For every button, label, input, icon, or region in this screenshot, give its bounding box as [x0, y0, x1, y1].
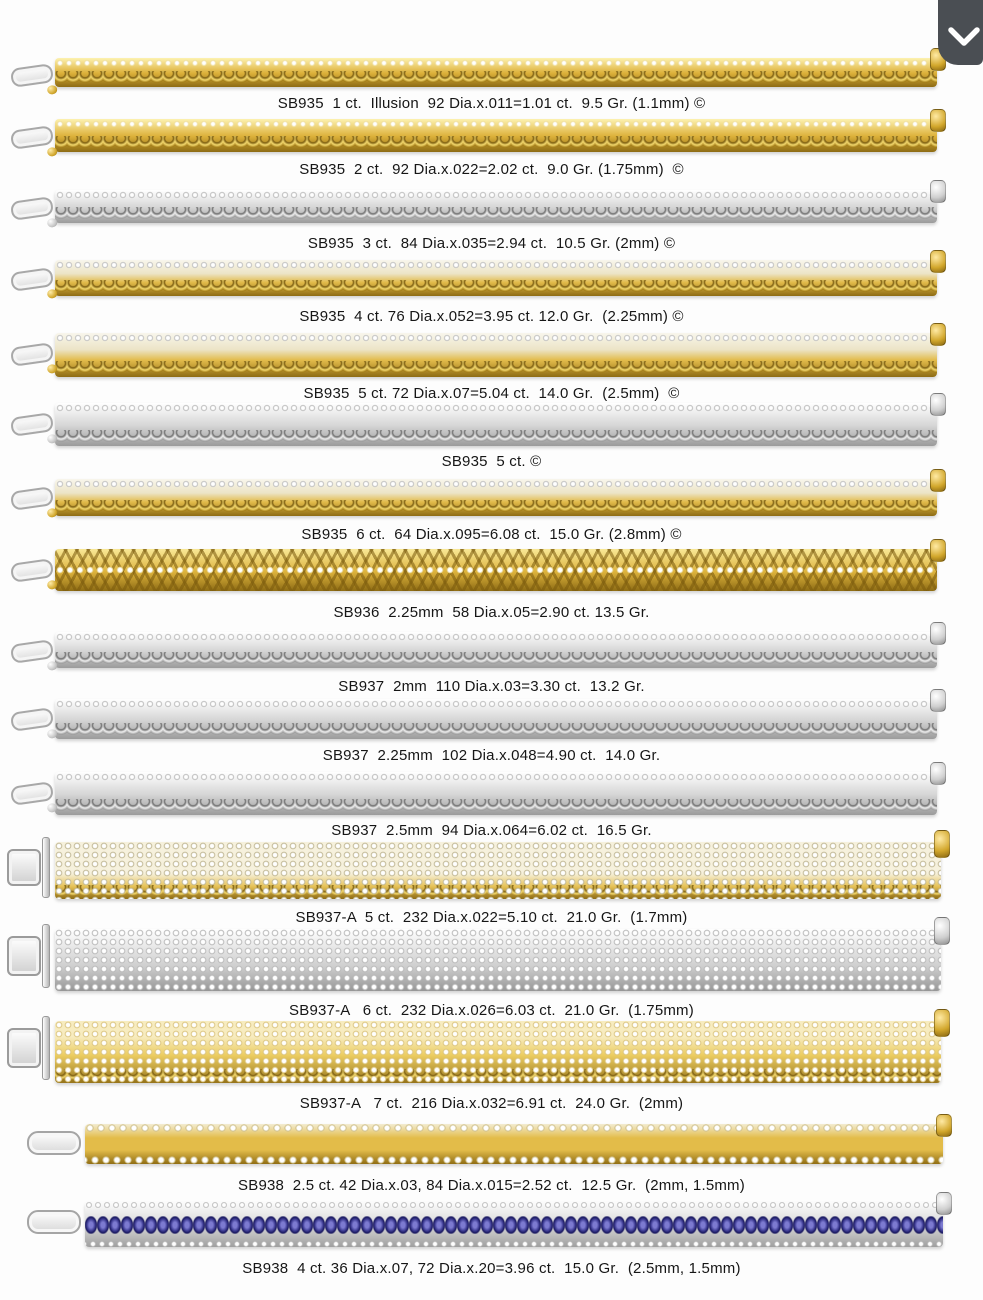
clasp-left [7, 849, 41, 886]
catalog-item [0, 403, 983, 470]
bracelet-image [85, 1124, 943, 1164]
clasp-left [10, 267, 54, 292]
clasp-left [7, 1028, 41, 1068]
catalog-item [0, 1021, 983, 1112]
catalog-item [0, 1202, 983, 1277]
item-caption: SB935 6 ct. 64 Dia.x.095=6.08 ct. 15.0 Gr. (2.8mm) © [301, 526, 682, 543]
clasp-right [936, 1114, 952, 1137]
item-caption: SB937-A 5 ct. 232 Dia.x.022=5.10 ct. 21.0 Gr. (1.7mm) [295, 909, 688, 926]
catalog-item [0, 699, 983, 764]
item-caption: SB938 4 ct. 36 Dia.x.07, 72 Dia.x.20=3.96 ct. 15.0 Gr. (2.5mm, 1.5mm) [242, 1260, 741, 1277]
item-caption: SB937 2.25mm 102 Dia.x.048=4.90 ct. 14.0 Gr. [322, 747, 661, 764]
item-caption: SB935 2 ct. 92 Dia.x.022=2.02 ct. 9.0 Gr. (1.75mm) © [299, 161, 684, 178]
clasp-left [10, 125, 54, 150]
catalog-item [0, 260, 983, 325]
item-caption: SB935 4 ct. 76 Dia.x.052=3.95 ct. 12.0 Gr. (2.25mm) © [299, 308, 684, 325]
catalog-item [0, 549, 983, 621]
bracelet-image [55, 119, 937, 152]
item-caption: SB937-A 7 ct. 216 Dia.x.032=6.91 ct. 24.0 Gr. (2mm) [299, 1095, 684, 1112]
clasp-left [27, 1210, 81, 1234]
item-caption: SB937-A 6 ct. 232 Dia.x.026=6.03 ct. 21.0 Gr. (1.75mm) [289, 1002, 694, 1019]
clasp-left [10, 196, 54, 221]
bracelet-image [55, 333, 937, 377]
clasp-right [930, 250, 946, 273]
clasp-left [10, 63, 54, 88]
bracelet-image [55, 929, 941, 991]
clasp-right [930, 539, 946, 562]
clasp-right [934, 917, 950, 945]
clasp-right [930, 762, 946, 785]
catalog-item [0, 58, 983, 112]
bracelet-image [55, 632, 937, 668]
chevron-down-icon [947, 26, 981, 48]
clasp-right [934, 1009, 950, 1037]
bracelet-image [55, 190, 937, 223]
catalog-item [0, 772, 983, 839]
catalog-item [0, 479, 983, 543]
clasp-left [10, 558, 54, 583]
item-caption: SB935 3 ct. 84 Dia.x.035=2.94 ct. 10.5 Gr. (2mm) © [307, 235, 676, 252]
clasp-right [930, 180, 946, 203]
clasp-right [930, 323, 946, 346]
bracelet-image [55, 260, 937, 296]
clasp-left [10, 781, 54, 806]
bracelet-image [55, 699, 937, 739]
clasp-left [27, 1131, 81, 1155]
bracelet-image [55, 1021, 941, 1083]
bracelet-image [55, 842, 941, 899]
catalog-item [0, 190, 983, 252]
clasp-right [936, 1192, 952, 1215]
bracelet-image [55, 549, 937, 591]
clasp-left [10, 707, 54, 732]
item-caption: SB935 5 ct. © [441, 453, 542, 470]
clasp-right [930, 393, 946, 416]
catalog-item [0, 333, 983, 402]
item-caption: SB938 2.5 ct. 42 Dia.x.03, 84 Dia.x.015=2.52 ct. 12.5 Gr. (2mm, 1.5mm) [238, 1177, 745, 1194]
bracelet-image [55, 479, 937, 516]
clasp-left [10, 487, 54, 512]
bracelet-image [55, 58, 937, 87]
clasp-right [930, 469, 946, 492]
clasp-left [7, 936, 41, 976]
bracelet-image [85, 1202, 943, 1247]
clasp-right [934, 830, 950, 858]
catalog-item [0, 929, 983, 1019]
clasp-right [930, 622, 946, 645]
clasp-left [10, 639, 54, 664]
clasp-right [930, 109, 946, 132]
catalog-item [0, 1124, 983, 1194]
item-caption: SB937 2.5mm 94 Dia.x.064=6.02 ct. 16.5 Gr. [331, 822, 652, 839]
clasp-right [930, 689, 946, 712]
item-caption: SB935 1 ct. Illusion 92 Dia.x.011=1.01 ct. 9.5 Gr. (1.1mm) © [277, 95, 706, 112]
clasp-left [10, 342, 54, 367]
item-caption: SB937 2mm 110 Dia.x.03=3.30 ct. 13.2 Gr. [338, 678, 645, 695]
clasp-left [10, 412, 54, 437]
catalog-item [0, 632, 983, 695]
item-caption: SB935 5 ct. 72 Dia.x.07=5.04 ct. 14.0 Gr. (2.5mm) © [303, 385, 680, 402]
scroll-down-button[interactable] [938, 0, 983, 65]
catalog-item [0, 119, 983, 178]
bracelet-image [55, 772, 937, 815]
item-caption: SB936 2.25mm 58 Dia.x.05=2.90 ct. 13.5 Gr. [333, 604, 650, 621]
catalog-item [0, 842, 983, 926]
bracelet-image [55, 403, 937, 446]
